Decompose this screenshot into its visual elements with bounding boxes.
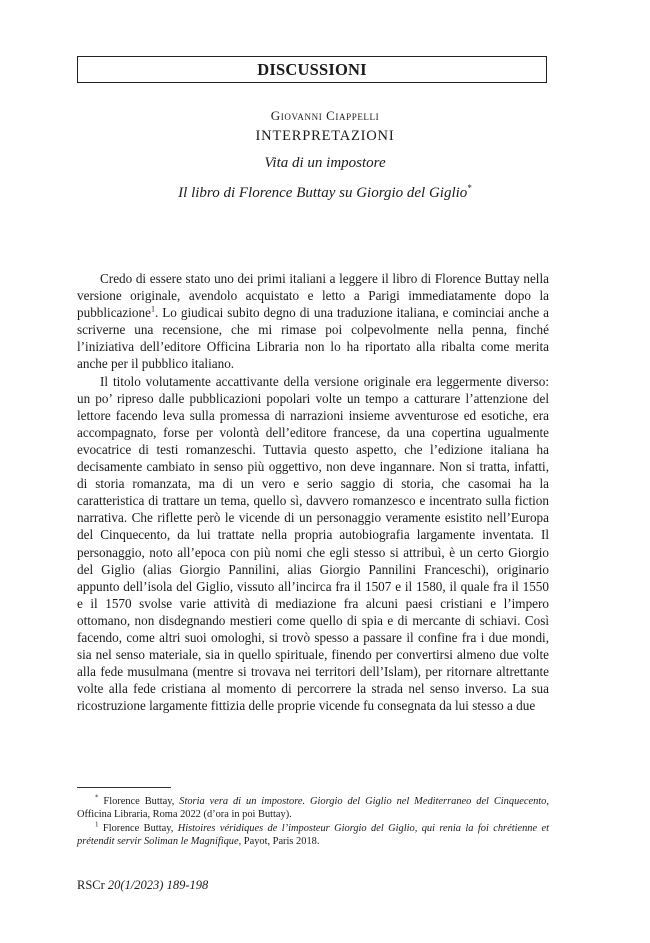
article-body: [77, 270, 549, 714]
article-rubric: INTERPRETAZIONI: [255, 128, 395, 144]
footnote-1-mark: 1: [95, 820, 99, 829]
body-paragraph-1: [77, 270, 549, 373]
journal-abbrev: RSCr: [77, 878, 105, 892]
footnotes: [77, 795, 549, 849]
paragraph-1-text-a: Credo di essere stato uno dei primi italiani a leggere il libro di Florence Buttay nella versione originale, avendolo acquistato e letto a Parigi immediatamente dopo la pubblicazione: [77, 271, 549, 321]
footnote-ref-1[interactable]: 1: [150, 304, 155, 314]
article-author: Giovanni Ciappelli: [270, 108, 380, 123]
footnote-star: [77, 795, 549, 822]
footnote-star-author: Florence Buttay,: [98, 796, 180, 807]
section-heading-box: [77, 56, 547, 83]
body-paragraph-2: Il titolo volutamente accattivante della versione originale era leggermente diverso: un po’ ripreso dalle pubblicazioni popolari volte un tempo a catturare l’attenzione del lettore facendo leva sulla promessa di narrazioni insieme avventurose ed esotiche, era accompagnato, forse per volontà dell’editore francese, da una copertina ugualmente evocatrice di testi romanzeschi. Tuttavia questo aspetto, che l’edizione italiana ha decisamente cambiato in senso più oggettivo, non deve ingannare. Non si tratta, infatti, di storia romanzata, ma di un vero e serio saggio di storia, che casomai ha la caratteristica di trattare un tema, quello sì, davvero romanzesco e incentrato sulla fiction narrativa. Che riflette però le vicende di un personaggio veramente esistito nell’Europa del Cinquecento, da lui trattate nella propria autobiografia largamente inventata. Il personaggio, noto all’epoca con più nomi che egli stesso si attribuì, è un certo Giorgio del Giglio (alias Giorgio Pannilini, alias Giorgio Pannilini Franceschi), originario appunto dell’isola del Giglio, vissuto all’incirca fra il 1507 e il 1580, il quale fra il 1550 e il 1570 svolse varie attività di mediazione fra alcuni paesi cristiani e l’impero ottomano, non disdegnando mestieri come quello di spia e di mercante di schiavi. Così facendo, come altri suoi omologhi, si trovò spesso a passare il confine fra i due mondi, sia nel senso materiale, sia in quello spirituale, finendo per convertirsi almeno due volte alla fede musulmana (mentre si trovava nei territori dell’Islam), per ritornare altrettante volte alla fede cristiana al momento di percorrere la strada nel senso inverso. La sua ricostruzione largamente fittizia delle proprie vicende fu consegnata da lui stesso a due: [77, 373, 549, 714]
footnote-1: [77, 822, 549, 849]
footnote-1-publisher: , Payot, Paris 2018.: [238, 836, 320, 848]
footnote-separator: [77, 787, 171, 788]
paragraph-1-text-b: . Lo giudicai subito degno di una traduzione italiana, e cominciai anche a scriverne una recensione, che mi rimase poi colpevolmente nella penna, finché l’iniziativa dell’editore Officina Libraria non lo ha riportato alla ribalta come merita anche per il pubblico italiano.: [77, 305, 549, 372]
footnote-1-title: Histoires véridiques de l’imposteur Giorgio del Giglio, qui renia la foi chrétienne et prétendit servir Soliman le Magnifique: [77, 822, 550, 848]
journal-citation: 20(1/2023) 189-198: [107, 878, 209, 892]
footnote-1-author: Florence Buttay,: [98, 822, 178, 834]
article-subtitle-text: Il libro di Florence Buttay su Giorgio del Giglio: [178, 185, 468, 201]
section-heading: DISCUSSIONI: [257, 59, 367, 79]
article-subtitle: [0, 183, 650, 202]
footnote-star-publisher: , Officina Libraria, Roma 2022 (d’ora in poi Buttay).: [77, 796, 549, 821]
page-footer: [77, 878, 208, 893]
article-title: Vita di un impostore: [264, 155, 386, 171]
footnote-star-title: Storia vera di un impostore. Giorgio del Giglio nel Mediterraneo del Cinquecento: [179, 796, 547, 807]
footnote-star-mark: *: [95, 793, 99, 802]
footnote-ref-star[interactable]: *: [467, 183, 472, 193]
